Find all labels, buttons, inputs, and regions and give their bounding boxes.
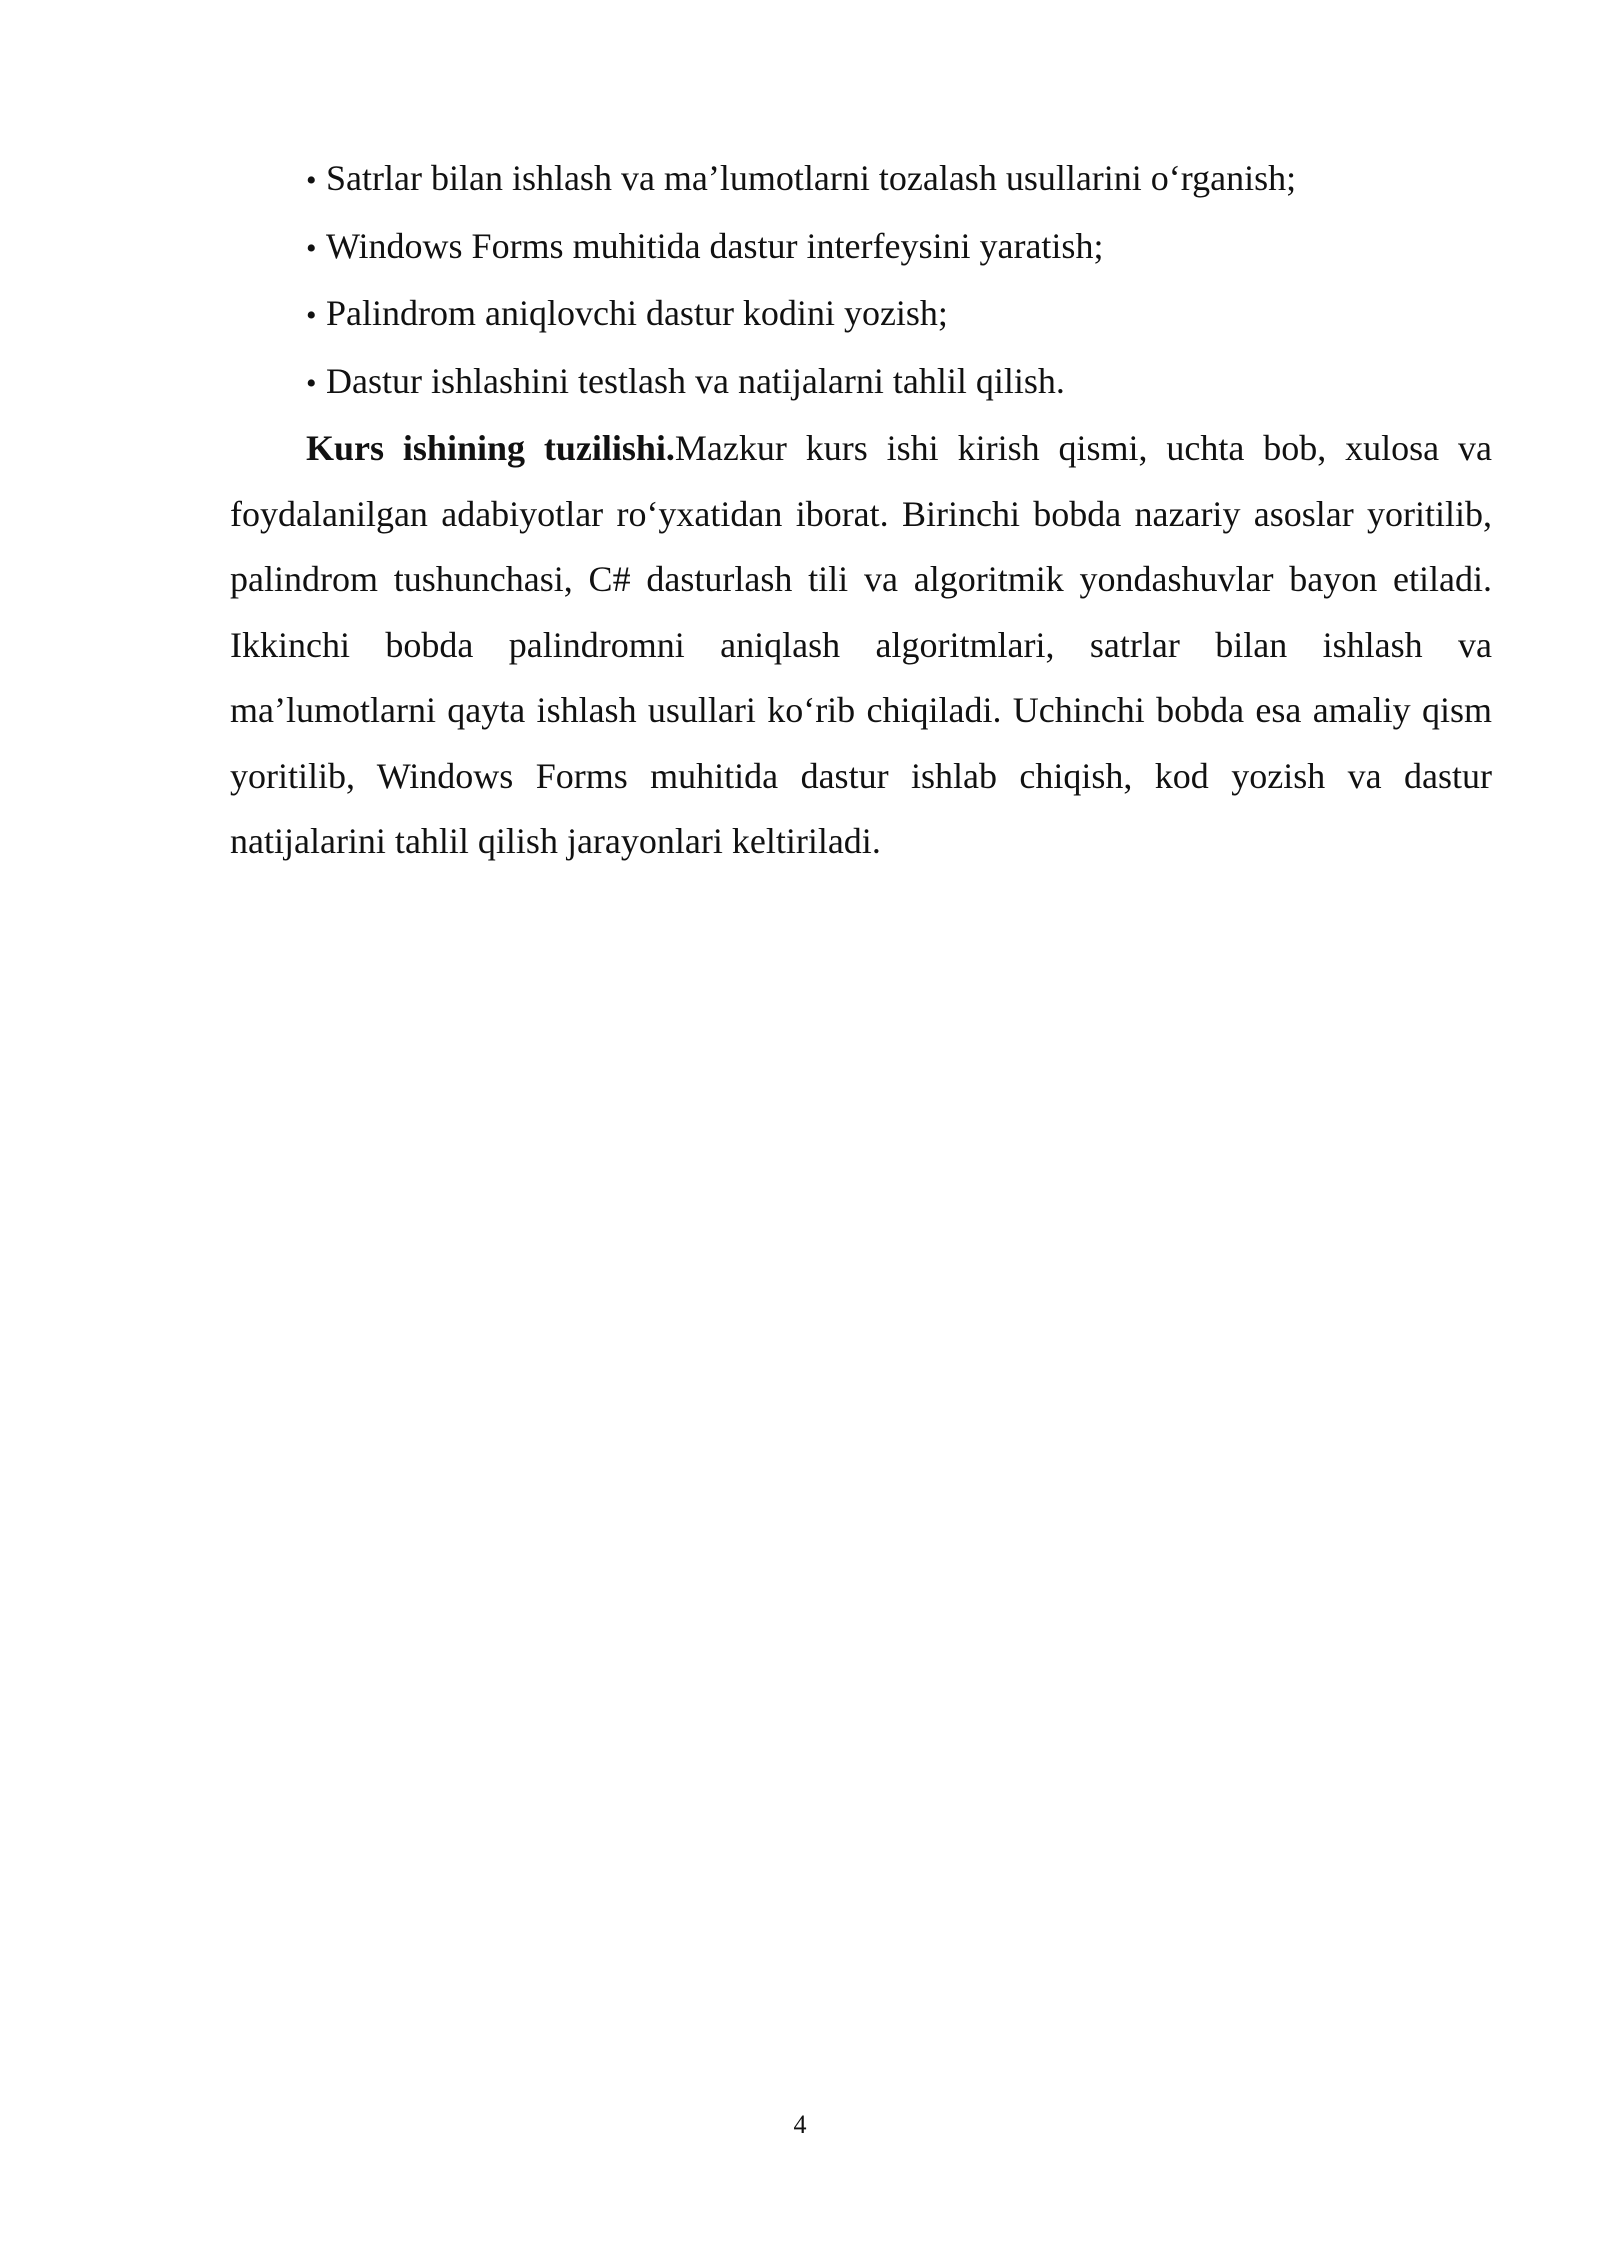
- bullet-icon: •: [306, 366, 317, 400]
- list-item: [306, 214, 1492, 282]
- list-item: [306, 281, 1492, 349]
- list-item: [306, 146, 1492, 214]
- bullet-icon: •: [306, 231, 317, 265]
- paragraph-text: Mazkur kurs ishi kirish qismi, uchta bob, xulosa va foydalanilgan adabiyotlar ro‘yxatidan iborat. Birinchi bobda nazariy asoslar yoritilib, palindrom tushunchasi, C# dasturlash tili va algoritmik yondashuvlar bayon etiladi. Ikkinchi bobda palindromni aniqlash algoritmlari, satrlar bilan ishlash va ma’lumotlarni qayta ishlash usullari ko‘rib chiqiladi. Uchinchi bobda esa amaliy qism yoritilib, Windows Forms muhitida dastur ishlab chiqish, kod yozish va dastur natijalarini tahlil qilish jarayonlari keltiriladi.: [230, 428, 1492, 861]
- bullet-icon: •: [306, 299, 317, 332]
- list-item-text: Dastur ishlashini testlash va natijalarni tahlil qilish.: [326, 360, 1065, 401]
- page-content: [230, 146, 1492, 875]
- paragraph-heading: Kurs ishining tuzilishi.: [306, 428, 675, 468]
- structure-paragraph: [230, 416, 1492, 875]
- list-item-text: Satrlar bilan ishlash va ma’lumotlarni tozalash usullarini o‘rganish;: [326, 158, 1297, 198]
- list-item: [306, 349, 1492, 417]
- list-item-text: Windows Forms muhitida dastur interfeysini yaratish;: [326, 225, 1104, 266]
- bullet-icon: •: [306, 164, 317, 197]
- objectives-list: [230, 146, 1492, 416]
- list-item-text: Palindrom aniqlovchi dastur kodini yozish;: [326, 293, 948, 333]
- page-number: 4: [793, 2110, 807, 2139]
